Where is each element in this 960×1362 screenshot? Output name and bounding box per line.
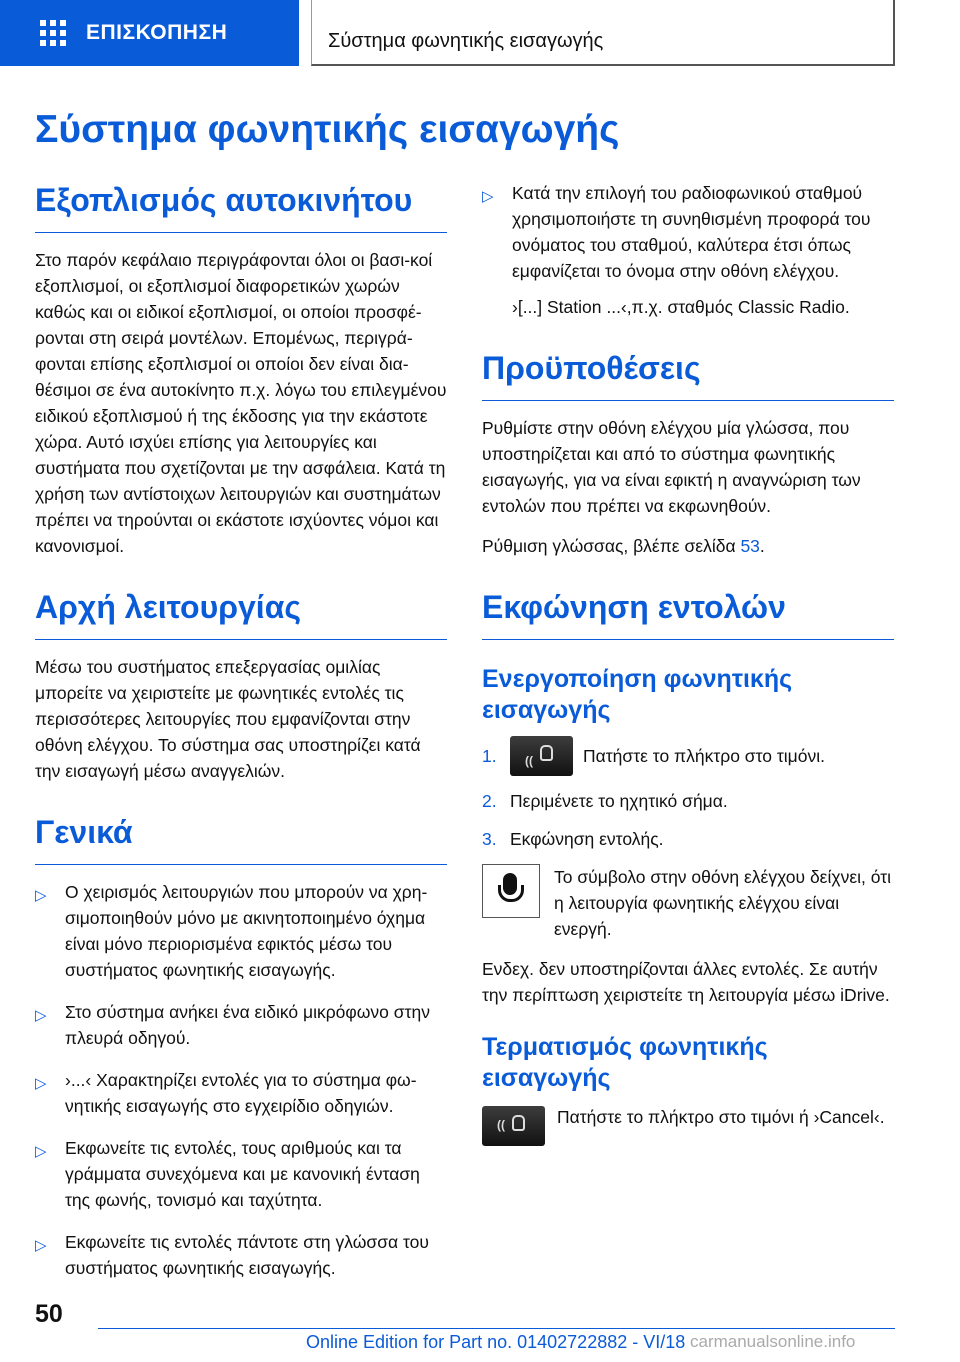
mic-note: Το σύμβολο στην οθόνη ελέγχου δείχνει, ότι η λειτουργία φωνητικής ελέγχου είναι ενεργή. (482, 864, 894, 942)
section-commands-title: Εκφώνηση εντολών (482, 587, 894, 640)
page-number: 50 (35, 1300, 63, 1328)
activate-voice-title: Ενεργοποίηση φωνητικής εισαγωγής (482, 665, 793, 724)
voice-button-icon (482, 1106, 545, 1146)
language-reference: Ρύθμιση γλώσσας, βλέπε σελίδα 53. (482, 536, 765, 556)
section-principle-text: Μέσω του συστήματος επεξεργασίας ομιλίας μπορείτε να χειριστείτε με φωνητικές εντολές τις περισσότερες λειτουργίες που εμφανίζονται στην οθόνη ελέγχου. Το σύστημα σας υποστηρίζει κατά την εισαγωγή μέσω αναγγελιών. (35, 657, 421, 781)
triangle-bullet-icon: ▷ (35, 1237, 47, 1254)
list-item: 1. (( Πατήστε το πλήκτρο στο τιμόνι. (482, 736, 894, 776)
watermark: carmanualsonline.info (690, 1332, 856, 1351)
list-item: ▷ Εκφωνείτε τις εντολές, τους αριθμούς και τα γράμματα συνεχόμενα και με κανονική ένταση της φωνής, τονισμό και ταχύτητα. (35, 1138, 420, 1210)
end-instruction: (( Πατήστε το πλήκτρο στο τιμόνι ή ›Cancel‹. (482, 1104, 894, 1146)
section-equipment-title: Εξοπλισμός αυτοκινήτου (35, 180, 447, 233)
footer-divider (98, 1328, 895, 1329)
page-link[interactable]: 53 (740, 536, 760, 556)
breadcrumb: Σύστημα φωνητικής εισαγωγής (328, 30, 604, 52)
section-general-title: Γενικά (35, 812, 447, 865)
radio-list (482, 180, 894, 284)
right-column (482, 180, 894, 1146)
section-equipment-text: Στο παρόν κεφάλαιο περιγράφονται όλοι οι βασι-κοί εξοπλισμοί, οι εξοπλισμοί διαφορετικών χωρών καθώς και οι ειδικοί εξοπλισμοί, οι οποίοι προσφέ-ρονται στη σειρά μοντέλων. Επομένως, περιγρά-φονται επίσης εξοπλισμοί οι οποίοι δεν είναι δια-θέσιμοι σε ένα αυτοκίνητο π.χ. λόγω του επιλεγμένου ειδικού εξοπλισμού ή της έκδοσης για την εκάστοτε χώρα. Αυτό ισχύει επίσης για λειτουργίες και συστήματα που σχετίζονται με την ασφάλεια. Κατά τη χρήση των αντίστοιχων λειτουργιών και συστημάτων πρέπει να τηρούνται οι εκάστοτε ισχύοντες νόμοι και κανονισμοί. (35, 250, 447, 556)
overview-tab[interactable] (0, 0, 299, 66)
activation-steps (482, 736, 894, 852)
idrive-note: Ενδεχ. δεν υποστηρίζονται άλλες εντολές. Σε αυτήν την περίπτωση χειριστείτε τη λειτουργία μέσω iDrive. (482, 959, 890, 1005)
list-item: ▷ Ο χειρισμός λειτουργιών που μπορούν να χρη-σιμοποιηθούν μόνο με ακινητοποιημένο όχημα είναι μόνο περιορισμένα εφικτός μέσω του συστήματος φωνητικής εισαγωγής. (35, 882, 428, 980)
list-item: 3. Εκφώνηση εντολής. (482, 829, 664, 849)
triangle-bullet-icon: ▷ (35, 1075, 47, 1092)
list-item: 2. Περιμένετε το ηχητικό σήμα. (482, 791, 728, 811)
section-principle-title: Αρχή λειτουργίας (35, 587, 447, 640)
section-prerequisites-text: Ρυθμίστε στην οθόνη ελέγχου μία γλώσσα, που υποστηρίζεται και από το σύστημα φωνητικής εισαγωγής, για να είναι εφικτή η αναγνώριση των εντολών που πρέπει να εκφωνηθούν. (482, 418, 861, 516)
left-column (35, 180, 447, 1297)
grid-icon (40, 20, 66, 46)
list-item: ▷ Εκφωνείτε τις εντολές πάντοτε στη γλώσσα του συστήματος φωνητικής εισαγωγής. (35, 1232, 429, 1278)
list-item: ▷ Στο σύστημα ανήκει ένα ειδικό μικρόφωνο στην πλευρά οδηγού. (35, 1002, 430, 1048)
triangle-bullet-icon: ▷ (482, 188, 494, 205)
page-title: Σύστημα φωνητικής εισαγωγής (35, 108, 620, 151)
voice-button-icon (510, 736, 573, 776)
triangle-bullet-icon: ▷ (35, 887, 47, 904)
triangle-bullet-icon: ▷ (35, 1007, 47, 1024)
edition-info: Online Edition for Part no. 01402722882 - VI/18 (306, 1332, 686, 1352)
general-list (35, 879, 447, 1281)
radio-example: ›[...] Station ...‹,π.χ. σταθμός Classic Radio. (512, 297, 850, 317)
triangle-bullet-icon: ▷ (35, 1143, 47, 1160)
overview-tab-label: ΕΠΙΣΚΟΠΗΣΗ (86, 21, 228, 44)
section-prerequisites-title: Προϋποθέσεις (482, 348, 894, 401)
end-voice-title: Τερματισμός φωνητικής εισαγωγής (482, 1033, 768, 1092)
microphone-icon (482, 864, 540, 918)
list-item: ▷ ›...‹ Χαρακτηρίζει εντολές για το σύστημα φω-νητικής εισαγωγής στο εγχειρίδιο οδηγιών. (35, 1070, 417, 1116)
list-item: ▷ Κατά την επιλογή του ραδιοφωνικού σταθμού χρησιμοποιήστε τη συνηθισμένη προφορά του ονόματος του σταθμού, καλύτερα έτσι όπως εμφανίζεται το όνομα στην οθόνη ελέγχου. (482, 183, 871, 281)
